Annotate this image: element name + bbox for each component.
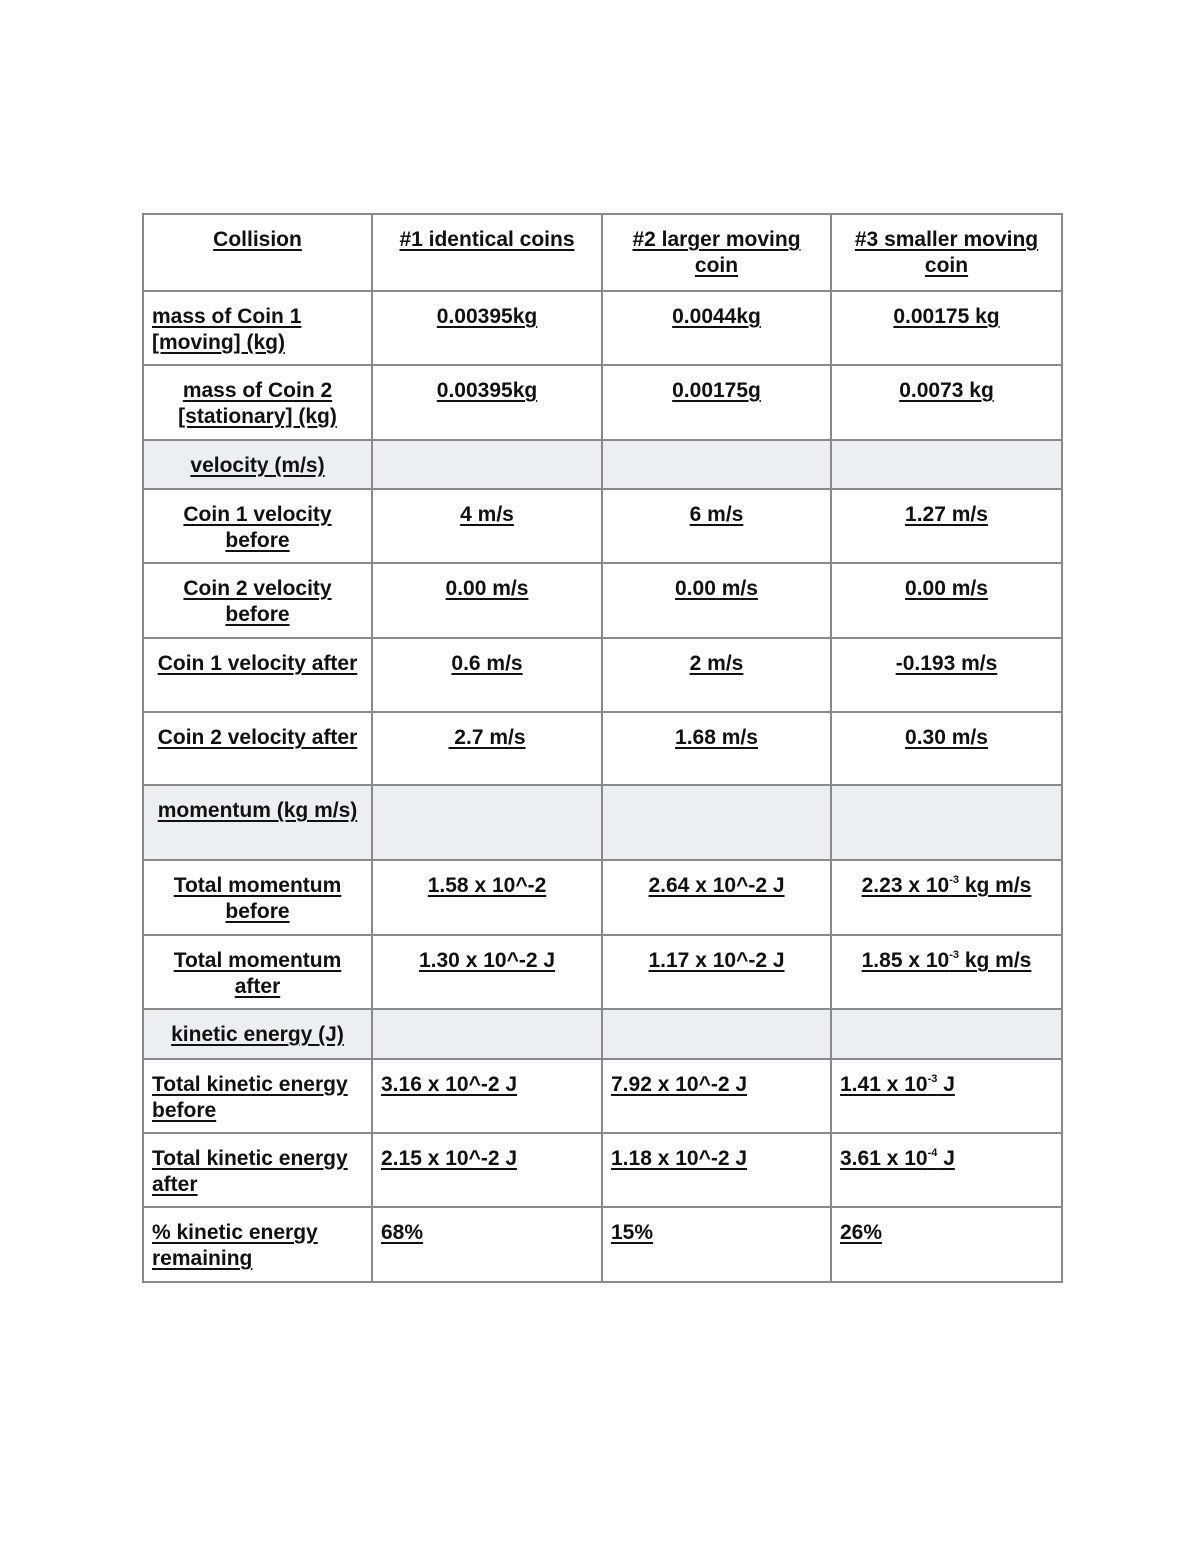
- section-label: kinetic energy (J): [171, 1023, 344, 1046]
- section-label: velocity (m/s): [190, 454, 325, 477]
- cell-value: 2 m/s: [689, 652, 744, 675]
- cell-value: 0.00 m/s: [445, 577, 529, 600]
- table-cell: [372, 563, 602, 638]
- cell-value: 2.64 x 10^-2 J: [648, 874, 785, 897]
- cell-value: 0.30 m/s: [905, 726, 988, 749]
- cell-value: 1.17 x 10^-2 J: [648, 949, 785, 972]
- row-label-cell: [143, 638, 372, 712]
- cell-value: 1.58 x 10^-2: [427, 874, 547, 897]
- table-cell: [831, 365, 1062, 440]
- empty-cell: [831, 440, 1062, 489]
- cell-value: 0.00 m/s: [905, 577, 988, 600]
- cell-value: 0.00175 kg: [893, 305, 1000, 328]
- table-cell: [602, 365, 831, 440]
- cell-value: 1.27 m/s: [905, 503, 988, 526]
- row-label: mass of Coin 1 [moving] (kg): [152, 305, 302, 354]
- cell-value-exponent: -3: [927, 1073, 938, 1085]
- cell-value: 0.00175g: [672, 379, 761, 402]
- table-row-v2-after: [143, 712, 1062, 785]
- table-row-ke-percent: [143, 1207, 1062, 1282]
- empty-cell: [372, 1009, 602, 1059]
- cell-value-base: 3.61 x 10: [840, 1147, 928, 1170]
- empty-cell: [372, 785, 602, 860]
- cell-value-unit: kg m/s: [959, 874, 1032, 897]
- table-row-p-after: [143, 935, 1062, 1009]
- row-label-cell: [143, 489, 372, 563]
- cell-value: 1.18 x 10^-2 J: [611, 1147, 748, 1170]
- table-cell: [372, 935, 602, 1009]
- table-header-row: [143, 214, 1062, 291]
- table-row-v1-after: [143, 638, 1062, 712]
- cell-value: 7.92 x 10^-2 J: [611, 1073, 748, 1096]
- table-row-mass2: [143, 365, 1062, 440]
- header-col1: #1 identical coins: [399, 228, 575, 251]
- table-cell: [602, 1059, 831, 1133]
- empty-cell: [602, 440, 831, 489]
- header-col2: #2 larger moving coin: [632, 228, 801, 277]
- cell-value: 3.16 x 10^-2 J: [381, 1073, 518, 1096]
- cell-value: -0.193 m/s: [895, 652, 998, 675]
- row-label: % kinetic energy remaining: [152, 1221, 318, 1270]
- table-cell: [372, 489, 602, 563]
- table-cell: [831, 1133, 1062, 1207]
- table-cell: [602, 291, 831, 365]
- table-cell: [602, 935, 831, 1009]
- cell-value: 0.6 m/s: [451, 652, 523, 675]
- table-row-p-before: [143, 860, 1062, 935]
- table-cell: [602, 1207, 831, 1282]
- table-cell: [372, 860, 602, 935]
- cell-value-base: 1.85 x 10: [861, 949, 950, 972]
- section-label-cell: [143, 785, 372, 860]
- table-cell: [602, 860, 831, 935]
- cell-value-exponent: -3: [949, 949, 959, 961]
- table-cell: [372, 1207, 602, 1282]
- table-cell: [372, 638, 602, 712]
- cell-value: 26%: [840, 1221, 883, 1244]
- row-label-cell: [143, 1207, 372, 1282]
- table-cell: [831, 1059, 1062, 1133]
- table-cell: [831, 291, 1062, 365]
- empty-cell: [602, 785, 831, 860]
- cell-value: 0.00 m/s: [675, 577, 758, 600]
- cell-value-unit: J: [937, 1073, 955, 1096]
- cell-value: 0.00395kg: [436, 379, 538, 402]
- table-cell: [372, 365, 602, 440]
- row-label-cell: [143, 935, 372, 1009]
- table-cell: [602, 563, 831, 638]
- section-row-velocity: [143, 440, 1062, 489]
- cell-value: 1.68 m/s: [675, 726, 758, 749]
- section-label: momentum (kg m/s): [157, 799, 358, 822]
- section-label-cell: [143, 1009, 372, 1059]
- table-cell: [831, 935, 1062, 1009]
- table-cell: [602, 489, 831, 563]
- table-row-v2-before: [143, 563, 1062, 638]
- row-label: Total momentum before: [173, 874, 342, 923]
- table-cell: [372, 291, 602, 365]
- cell-value: 6 m/s: [689, 503, 744, 526]
- table-cell: [831, 1207, 1062, 1282]
- section-label-cell: [143, 440, 372, 489]
- table-row-ke-after: [143, 1133, 1062, 1207]
- cell-value: 4 m/s: [460, 503, 514, 526]
- header-label: Collision: [213, 228, 302, 251]
- empty-cell: [831, 1009, 1062, 1059]
- row-label: Total momentum after: [173, 949, 342, 998]
- cell-value-base: 2.23 x 10: [861, 874, 950, 897]
- section-row-momentum: [143, 785, 1062, 860]
- cell-value: 68%: [381, 1221, 424, 1244]
- empty-cell: [602, 1009, 831, 1059]
- cell-value-unit: kg m/s: [959, 949, 1032, 972]
- row-label-cell: [143, 563, 372, 638]
- cell-value: 0.0073 kg: [899, 379, 994, 402]
- table-row-mass1: [143, 291, 1062, 365]
- cell-value-unit: J: [937, 1147, 955, 1170]
- row-label-cell: [143, 365, 372, 440]
- row-label-cell: [143, 1059, 372, 1133]
- row-label: mass of Coin 2 [stationary] (kg): [178, 379, 337, 428]
- table-cell: [831, 489, 1062, 563]
- empty-cell: [372, 440, 602, 489]
- table-cell: [831, 860, 1062, 935]
- cell-value: 2.15 x 10^-2 J: [381, 1147, 518, 1170]
- row-label-cell: [143, 860, 372, 935]
- section-row-kinetic-energy: [143, 1009, 1062, 1059]
- header-col2-cell: [602, 214, 831, 291]
- header-label-cell: [143, 214, 372, 291]
- table-row-v1-before: [143, 489, 1062, 563]
- row-label: Coin 1 velocity before: [183, 503, 332, 552]
- header-col1-cell: [372, 214, 602, 291]
- table-cell: [372, 712, 602, 785]
- cell-value: 0.00395kg: [436, 305, 538, 328]
- cell-value: 1.30 x 10^-2 J: [418, 949, 556, 972]
- table-cell: [602, 638, 831, 712]
- cell-value-base: 1.41 x 10: [840, 1073, 928, 1096]
- cell-value-exponent: -4: [927, 1147, 938, 1159]
- row-label: Total kinetic energy before: [152, 1073, 348, 1122]
- cell-value-exponent: -3: [949, 874, 959, 886]
- row-label-cell: [143, 291, 372, 365]
- row-label: Coin 1 velocity after: [157, 652, 358, 675]
- row-label: Coin 2 velocity after: [157, 726, 358, 749]
- header-col3: #3 smaller moving coin: [854, 228, 1039, 277]
- table-cell: [831, 563, 1062, 638]
- cell-value: 2.7 m/s: [448, 726, 526, 749]
- row-label-cell: [143, 1133, 372, 1207]
- empty-cell: [831, 785, 1062, 860]
- table-row-ke-before: [143, 1059, 1062, 1133]
- row-label: Coin 2 velocity before: [183, 577, 332, 626]
- table-cell: [372, 1059, 602, 1133]
- row-label: Total kinetic energy after: [152, 1147, 348, 1196]
- table-cell: [602, 1133, 831, 1207]
- collision-data-table: [142, 213, 1063, 1283]
- table-cell: [372, 1133, 602, 1207]
- table-cell: [831, 638, 1062, 712]
- cell-value: 15%: [611, 1221, 654, 1244]
- table-cell: [831, 712, 1062, 785]
- header-col3-cell: [831, 214, 1062, 291]
- table-cell: [602, 712, 831, 785]
- row-label-cell: [143, 712, 372, 785]
- cell-value: 0.0044kg: [672, 305, 761, 328]
